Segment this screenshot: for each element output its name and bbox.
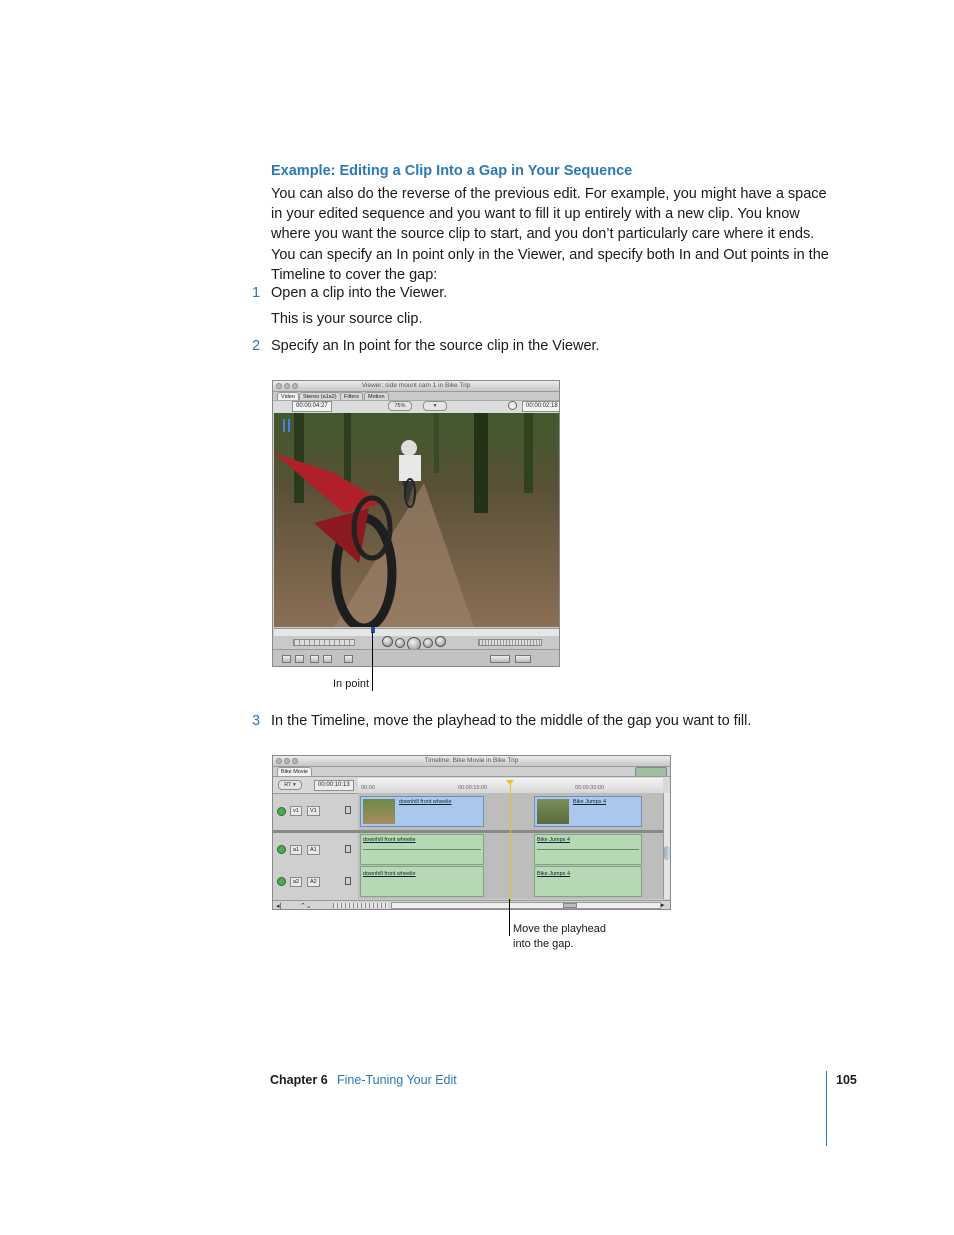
clip-a2-left[interactable] — [360, 866, 484, 897]
tab-stereo[interactable]: Stereo (a1a2) — [299, 392, 341, 401]
playhead-callout — [513, 922, 606, 952]
timeline-title-bar — [273, 756, 670, 767]
clip-label: downhill front wheelie — [399, 799, 452, 805]
timeline-title: Timeline: Bike Movie in Bike Trip — [424, 757, 519, 764]
a1-audible-icon[interactable] — [277, 845, 286, 854]
tab-motion[interactable]: Motion — [364, 392, 389, 401]
page-number: 105 — [836, 1073, 857, 1087]
clock-icon — [508, 401, 517, 410]
clip-label: downhill front wheelie — [363, 871, 416, 877]
clip-thumbnail — [537, 799, 569, 824]
ruler-label-30s: 00:00:30:00 — [575, 785, 605, 791]
clip-a1-right[interactable] — [534, 834, 642, 865]
clip-label: downhill front wheelie — [363, 837, 416, 843]
clip-label: Bike Jumps 4 — [537, 837, 571, 843]
step-3 — [252, 713, 260, 729]
tab-filters[interactable]: Filters — [340, 392, 363, 401]
clip-v1-left[interactable] — [360, 796, 484, 827]
in-point-callout: In point — [333, 678, 370, 690]
viewer-title: Viewer: side mount cam 1 in Bike Trip — [361, 382, 471, 389]
zoom-slider[interactable] — [333, 903, 388, 908]
v1-destination-control[interactable]: V1 — [307, 806, 320, 816]
clip-a1-left[interactable] — [360, 834, 484, 865]
tab-video[interactable]: Video — [277, 392, 299, 401]
zoom-popup[interactable]: 75% — [388, 401, 412, 411]
footer-chapter: Chapter 6 — [270, 1073, 328, 1087]
viewer-title-bar — [273, 381, 559, 392]
jog-control[interactable] — [478, 639, 542, 646]
view-popup[interactable]: ▾ — [423, 401, 447, 411]
playhead-callout-line — [509, 899, 510, 936]
playhead-line[interactable] — [510, 784, 511, 900]
recent-clips-icon[interactable] — [490, 655, 510, 663]
video-frame — [274, 413, 559, 627]
clip-overlays-icon[interactable]: ⌃⌄ — [300, 903, 312, 910]
viewer-window — [272, 380, 560, 667]
playhead-callout-line1: Move the playhead — [513, 923, 606, 935]
a1-lock-icon[interactable] — [345, 845, 351, 853]
footer-divider — [826, 1071, 827, 1146]
video-audio-divider — [273, 830, 664, 833]
audio-level-line — [537, 849, 639, 850]
timeline-window — [272, 755, 671, 910]
step-number: 2 — [252, 338, 261, 354]
step-1-text: Open a clip into the Viewer. — [271, 285, 448, 301]
shuttle-control[interactable] — [293, 639, 355, 646]
bike-trail-image — [274, 413, 559, 627]
previous-edit-button[interactable] — [395, 638, 405, 648]
mark-in-icon[interactable] — [310, 655, 319, 663]
scrubber-bar[interactable] — [274, 628, 559, 636]
a1-destination-control[interactable]: A1 — [307, 845, 320, 855]
audio-controls-icon[interactable]: ◂| — [276, 903, 282, 910]
a2-destination-control[interactable]: A2 — [307, 877, 320, 887]
next-edit-button[interactable] — [423, 638, 433, 648]
rt-popup[interactable]: RT ▾ — [278, 780, 302, 790]
play-around-button[interactable] — [435, 636, 446, 647]
clip-thumbnail — [363, 799, 395, 824]
in-point-callout-line — [372, 632, 373, 691]
a1-source-control[interactable]: a1 — [290, 845, 302, 855]
marker-icon[interactable] — [344, 655, 353, 663]
audio-icon[interactable] — [282, 655, 291, 663]
a2-audible-icon[interactable] — [277, 877, 286, 886]
footer-chapter-title: Fine-Tuning Your Edit — [337, 1073, 457, 1087]
playhead-callout-line2: into the gap. — [513, 938, 574, 950]
mark-out-icon[interactable] — [323, 655, 332, 663]
audio-level-line — [363, 849, 481, 850]
a2-lock-icon[interactable] — [345, 877, 351, 885]
horizontal-scrollbar[interactable] — [391, 902, 661, 909]
current-timecode[interactable]: 00:00:02:18 — [522, 401, 560, 412]
play-in-to-out-button[interactable] — [382, 636, 393, 647]
horizontal-scroll-thumb[interactable] — [563, 903, 577, 908]
scroll-right-icon[interactable]: ▸ — [661, 902, 665, 909]
step-1 — [252, 285, 260, 301]
step-2-text: Specify an In point for the source clip in the Viewer. — [271, 338, 600, 354]
match-frame-icon[interactable] — [295, 655, 304, 663]
v1-source-control[interactable]: v1 — [290, 806, 302, 816]
tab-sequence[interactable]: Bike Movie — [277, 767, 312, 776]
ruler-label-start: 00:00 — [361, 785, 375, 791]
in-point-marker-icon — [283, 419, 290, 432]
step-3-text: In the Timeline, move the playhead to the middle of the gap you want to fill. — [271, 713, 752, 729]
duration-timecode[interactable]: 00:00:04:27 — [292, 401, 332, 412]
section-heading: Example: Editing a Clip Into a Gap in Your Sequence — [271, 163, 633, 179]
intro-paragraph: You can also do the reverse of the previous edit. For example, you might have a space in your edited sequence and you want to fill it up entirely with a new clip. You know where you want the source clip to start, and you don’t particularly care where it ends. You can specify an In point only in the Viewer, and specify both In and Out points in the Timeline to cover the gap: — [271, 186, 829, 283]
ruler-label-15s: 00:00:15:00 — [458, 785, 488, 791]
rt-label: RT — [284, 782, 292, 788]
step-number: 3 — [252, 713, 261, 729]
a2-source-control[interactable]: a2 — [290, 877, 302, 887]
step-1-note: This is your source clip. — [271, 311, 423, 327]
clip-v1-right[interactable] — [534, 796, 642, 827]
v1-visibility-icon[interactable] — [277, 807, 286, 816]
step-number: 1 — [252, 285, 261, 301]
clip-label: Bike Jumps 4 — [573, 799, 607, 805]
generator-icon[interactable] — [515, 655, 531, 663]
timeline-current-timecode[interactable]: 00:00:10:13 — [314, 780, 354, 791]
step-2 — [252, 338, 260, 354]
scroll-thumb[interactable] — [664, 846, 670, 860]
clip-label: Bike Jumps 4 — [537, 871, 571, 877]
clip-a2-right[interactable] — [534, 866, 642, 897]
v1-lock-icon[interactable] — [345, 806, 351, 814]
